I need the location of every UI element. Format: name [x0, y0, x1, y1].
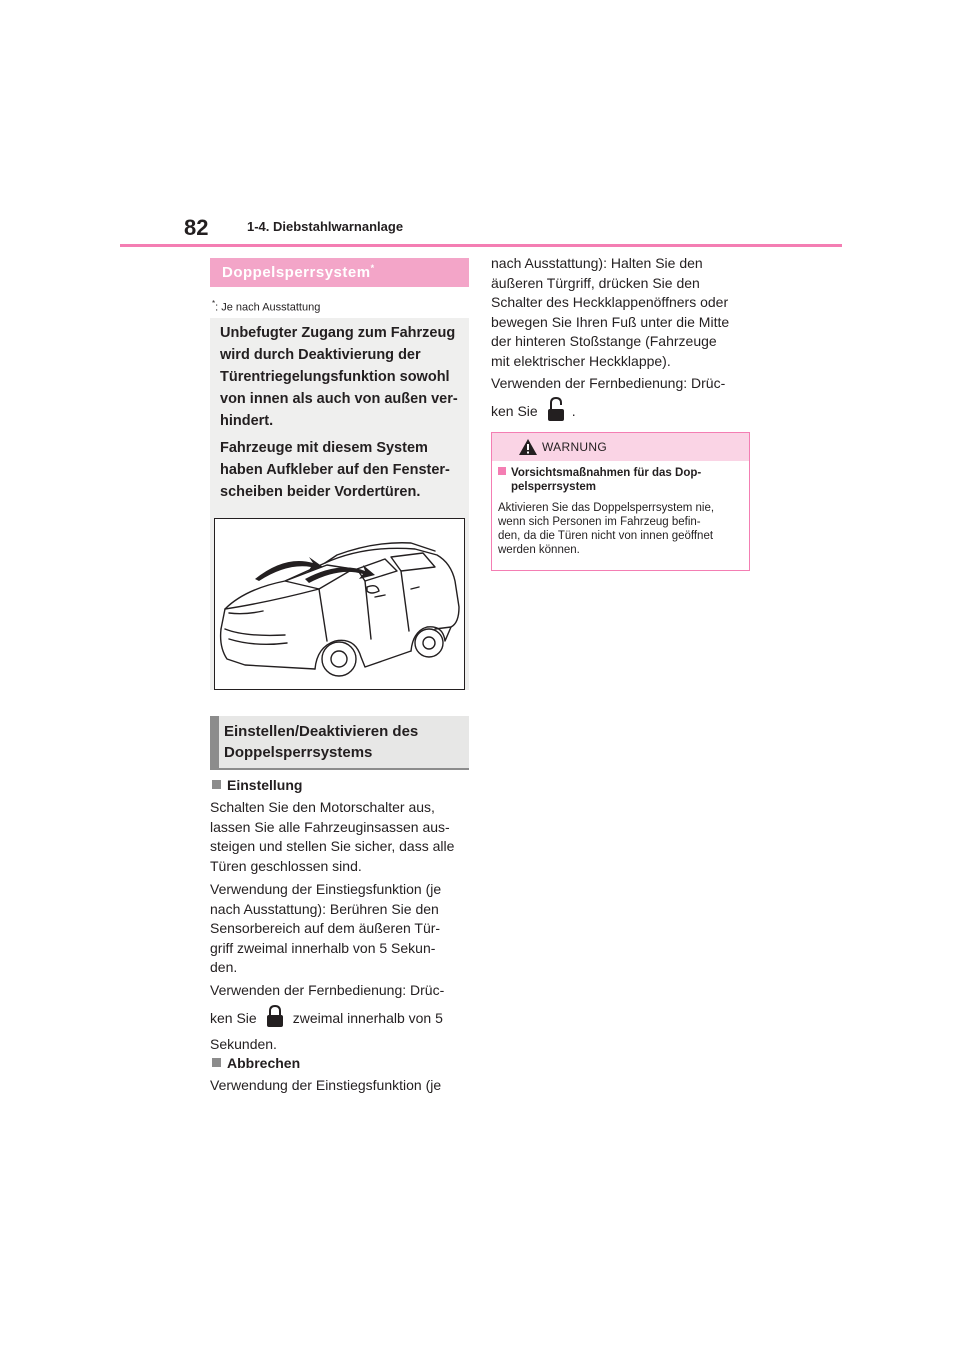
text-line: bewegen Sie Ihren Fuß unter die Mitte: [491, 313, 730, 330]
subheading-einstellung: [212, 777, 302, 793]
text-line: Verwenden der Fernbedienung: Drüc-: [210, 982, 445, 998]
text-line: Verwendung der Einstiegsfunktion (je: [210, 881, 442, 897]
text-fragment: zweimal innerhalb von 5: [292, 1009, 443, 1026]
warning-text: [498, 501, 743, 557]
cancel-remote-paragraph: [491, 374, 753, 424]
warning-header: [492, 433, 749, 461]
section2-title-line: Doppelsperrsystems: [224, 744, 373, 761]
text-line: Verwenden der Fernbedienung: Drüc-: [491, 375, 726, 391]
section-heading-bar: [210, 716, 219, 770]
chapter-title: 1-4. Diebstahlwarnanlage: [247, 219, 404, 234]
text-line: den.: [210, 959, 238, 975]
text-fragment: .: [571, 402, 576, 419]
text-line: lassen Sie alle Fahrzeuginsassen aus-: [210, 818, 450, 835]
warning-subheading: [498, 466, 743, 494]
header-rule: [120, 244, 842, 247]
warning-sub-line: pelsperrsystem: [511, 481, 597, 493]
text-fragment: ken Sie: [491, 402, 538, 419]
text-line: äußeren Türgriff, drücken Sie den: [491, 274, 700, 291]
footnote-text: : Je nach Ausstattung: [215, 301, 321, 314]
warning-line: wenn sich Personen im Fahrzeug befin-: [498, 516, 701, 528]
intro-paragraph-1: [220, 322, 464, 432]
section-heading-doppelsperrsystem: [210, 258, 469, 287]
subheading-text: Abbrechen: [227, 1055, 301, 1071]
footnote-marker: *: [212, 299, 216, 308]
section2-title-line: Einstellen/Deaktivieren des: [224, 723, 419, 740]
text-line: nach Ausstattung): Halten Sie den: [491, 255, 703, 271]
setting-paragraph-2: [210, 880, 472, 978]
text-line-with-icon: [491, 400, 753, 424]
warning-label: WARNUNG: [542, 440, 607, 454]
cancel-paragraph-start: [210, 1076, 472, 1096]
warning-sub-line: Vorsichtsmaßnahmen für das Dop-: [511, 467, 702, 479]
intro-box: [210, 318, 469, 690]
section-title-marker: *: [370, 263, 375, 273]
square-bullet-icon: [212, 780, 221, 789]
text-fragment: ken Sie: [210, 1009, 257, 1026]
intro-line: Fahrzeuge mit diesem System: [220, 440, 428, 456]
section-title: [222, 263, 375, 281]
setting-paragraph-1: [210, 798, 472, 876]
footnote: [212, 299, 320, 314]
text-line: griff zweimal innerhalb von 5 Sekun-: [210, 939, 436, 956]
page-number: 82: [184, 215, 209, 240]
intro-line: wird durch Deaktivierung der: [220, 347, 421, 363]
text-line: der hinteren Stoßstange (Fahrzeuge: [491, 333, 717, 349]
text-line: steigen und stellen Sie sicher, dass alle: [210, 838, 455, 854]
car-illustration: [214, 518, 465, 690]
text-line: nach Ausstattung): Berühren Sie den: [210, 900, 439, 917]
square-bullet-icon: [212, 1058, 221, 1067]
intro-line: von innen als auch von außen ver-: [220, 391, 458, 407]
cancel-paragraph-continued: [491, 254, 753, 371]
warning-line: werden können.: [498, 544, 580, 556]
text-line: Sekunden.: [210, 1035, 277, 1052]
intro-paragraph-2: [220, 437, 464, 503]
text-line: Sensorbereich auf dem äußeren Tür-: [210, 920, 441, 936]
warning-box: [491, 432, 750, 571]
subheading-abbrechen: [212, 1055, 300, 1071]
intro-line: hindert.: [220, 413, 274, 429]
intro-line: scheiben beider Vordertüren.: [220, 484, 421, 500]
lock-icon: [267, 1005, 283, 1033]
text-line: mit elektrischer Heckklappe).: [491, 352, 671, 369]
warning-line: Aktivieren Sie das Doppelsperrsystem nie,: [498, 502, 715, 514]
text-line-with-icon: [210, 1007, 472, 1031]
section-heading-einstellen: [210, 716, 469, 770]
section2-title: [224, 721, 464, 763]
subheading-text: Einstellung: [227, 777, 303, 793]
text-line: Verwendung der Einstiegsfunktion (je: [210, 1077, 442, 1093]
intro-line: Türentriegelungsfunktion sowohl: [220, 369, 450, 385]
warning-triangle-icon: [518, 438, 538, 456]
intro-line: haben Aufkleber auf den Fenster-: [220, 462, 450, 478]
text-line: Türen geschlossen sind.: [210, 857, 362, 874]
square-bullet-icon: [498, 467, 506, 475]
car-drawing: [215, 519, 464, 689]
intro-line: Unbefugter Zugang zum Fahrzeug: [220, 325, 456, 341]
unlock-icon: [548, 397, 564, 427]
section-title-text: Doppelsperrsystem: [222, 264, 371, 281]
setting-paragraph-3: [210, 981, 472, 1054]
warning-line: den, da die Türen nicht von innen geöffnet: [498, 530, 714, 542]
text-line: Schalter des Heckklappenöffners oder: [491, 294, 729, 310]
text-line: Schalten Sie den Motorschalter aus,: [210, 799, 435, 815]
